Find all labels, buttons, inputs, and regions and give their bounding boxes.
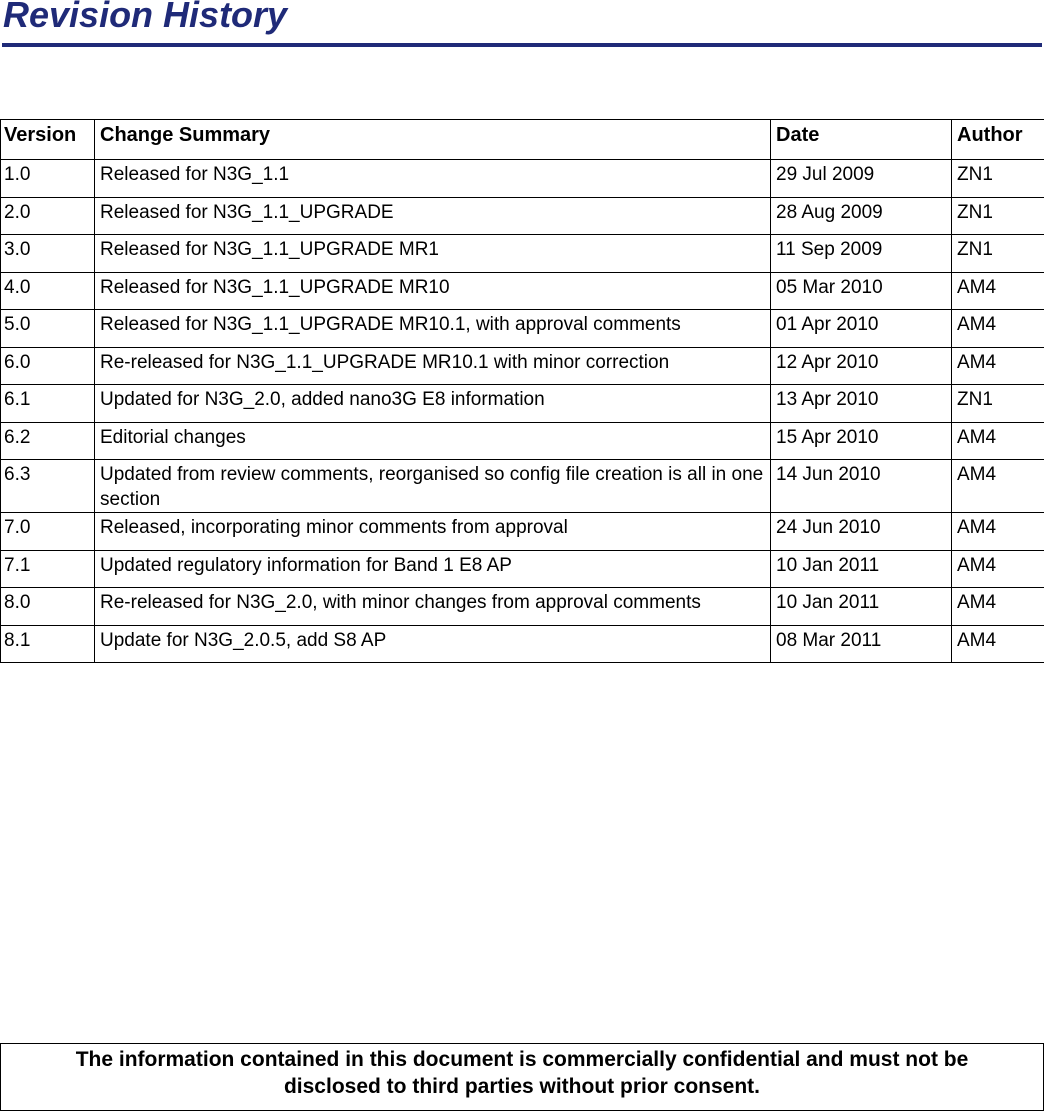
cell-author: AM4 <box>952 588 1044 626</box>
cell-version: 2.0 <box>1 197 95 235</box>
cell-date: 08 Mar 2011 <box>771 625 952 663</box>
cell-change-summary: Updated for N3G_2.0, added nano3G E8 information <box>95 385 771 423</box>
table-row <box>1 588 1044 626</box>
cell-author: AM4 <box>952 422 1044 460</box>
header-date: Date <box>771 120 952 160</box>
cell-date: 13 Apr 2010 <box>771 385 952 423</box>
table-row <box>1 235 1044 273</box>
cell-date: 01 Apr 2010 <box>771 310 952 348</box>
cell-date: 15 Apr 2010 <box>771 422 952 460</box>
table-header-row <box>1 120 1044 160</box>
page-title: Revision History <box>3 0 288 35</box>
cell-author: AM4 <box>952 272 1044 310</box>
table-row <box>1 385 1044 423</box>
cell-version: 5.0 <box>1 310 95 348</box>
cell-date: 29 Jul 2009 <box>771 160 952 198</box>
cell-version: 7.0 <box>1 513 95 551</box>
cell-author: ZN1 <box>952 385 1044 423</box>
confidentiality-notice-line-2: disclosed to third parties without prior consent. <box>283 1075 761 1098</box>
confidentiality-notice <box>0 1043 1044 1111</box>
cell-version: 3.0 <box>1 235 95 273</box>
cell-change-summary: Released for N3G_1.1_UPGRADE MR10 <box>95 272 771 310</box>
cell-change-summary: Updated regulatory information for Band 1 E8 AP <box>95 550 771 588</box>
cell-date: 12 Apr 2010 <box>771 347 952 385</box>
table-row <box>1 625 1044 663</box>
cell-version: 8.1 <box>1 625 95 663</box>
cell-version: 7.1 <box>1 550 95 588</box>
cell-author: ZN1 <box>952 197 1044 235</box>
cell-change-summary: Released for N3G_1.1_UPGRADE MR1 <box>95 235 771 273</box>
cell-author: AM4 <box>952 625 1044 663</box>
cell-change-summary: Re-released for N3G_2.0, with minor changes from approval comments <box>95 588 771 626</box>
table-row <box>1 513 1044 551</box>
table-row <box>1 347 1044 385</box>
table-row <box>1 422 1044 460</box>
cell-change-summary: Released for N3G_1.1_UPGRADE <box>95 197 771 235</box>
cell-author: AM4 <box>952 550 1044 588</box>
table-row <box>1 160 1044 198</box>
cell-change-summary: Released for N3G_1.1 <box>95 160 771 198</box>
cell-change-summary: Update for N3G_2.0.5, add S8 AP <box>95 625 771 663</box>
table-row <box>1 460 1044 513</box>
confidentiality-notice-line-1: The information contained in this document is commercially confidential and must not be <box>75 1048 969 1071</box>
cell-author: AM4 <box>952 460 1044 513</box>
cell-date: 28 Aug 2009 <box>771 197 952 235</box>
header-change-summary: Change Summary <box>95 120 771 160</box>
cell-version: 8.0 <box>1 588 95 626</box>
cell-change-summary: Updated from review comments, reorganised so config file creation is all in one section <box>95 460 771 513</box>
header-author: Author <box>952 120 1044 160</box>
cell-author: AM4 <box>952 347 1044 385</box>
cell-date: 10 Jan 2011 <box>771 550 952 588</box>
cell-version: 1.0 <box>1 160 95 198</box>
cell-date: 10 Jan 2011 <box>771 588 952 626</box>
cell-version: 4.0 <box>1 272 95 310</box>
table-row <box>1 272 1044 310</box>
cell-date: 14 Jun 2010 <box>771 460 952 513</box>
cell-change-summary: Editorial changes <box>95 422 771 460</box>
table-row <box>1 197 1044 235</box>
table-row <box>1 310 1044 348</box>
cell-version: 6.0 <box>1 347 95 385</box>
cell-date: 05 Mar 2010 <box>771 272 952 310</box>
cell-author: ZN1 <box>952 160 1044 198</box>
title-divider <box>2 43 1042 47</box>
table-row <box>1 550 1044 588</box>
cell-change-summary: Re-released for N3G_1.1_UPGRADE MR10.1 with minor correction <box>95 347 771 385</box>
cell-author: ZN1 <box>952 235 1044 273</box>
cell-change-summary: Released for N3G_1.1_UPGRADE MR10.1, with approval comments <box>95 310 771 348</box>
cell-change-summary: Released, incorporating minor comments from approval <box>95 513 771 551</box>
cell-version: 6.3 <box>1 460 95 513</box>
revision-history-table <box>0 119 1044 663</box>
cell-version: 6.2 <box>1 422 95 460</box>
cell-author: AM4 <box>952 513 1044 551</box>
cell-date: 11 Sep 2009 <box>771 235 952 273</box>
header-version: Version <box>1 120 95 160</box>
cell-date: 24 Jun 2010 <box>771 513 952 551</box>
cell-author: AM4 <box>952 310 1044 348</box>
cell-version: 6.1 <box>1 385 95 423</box>
